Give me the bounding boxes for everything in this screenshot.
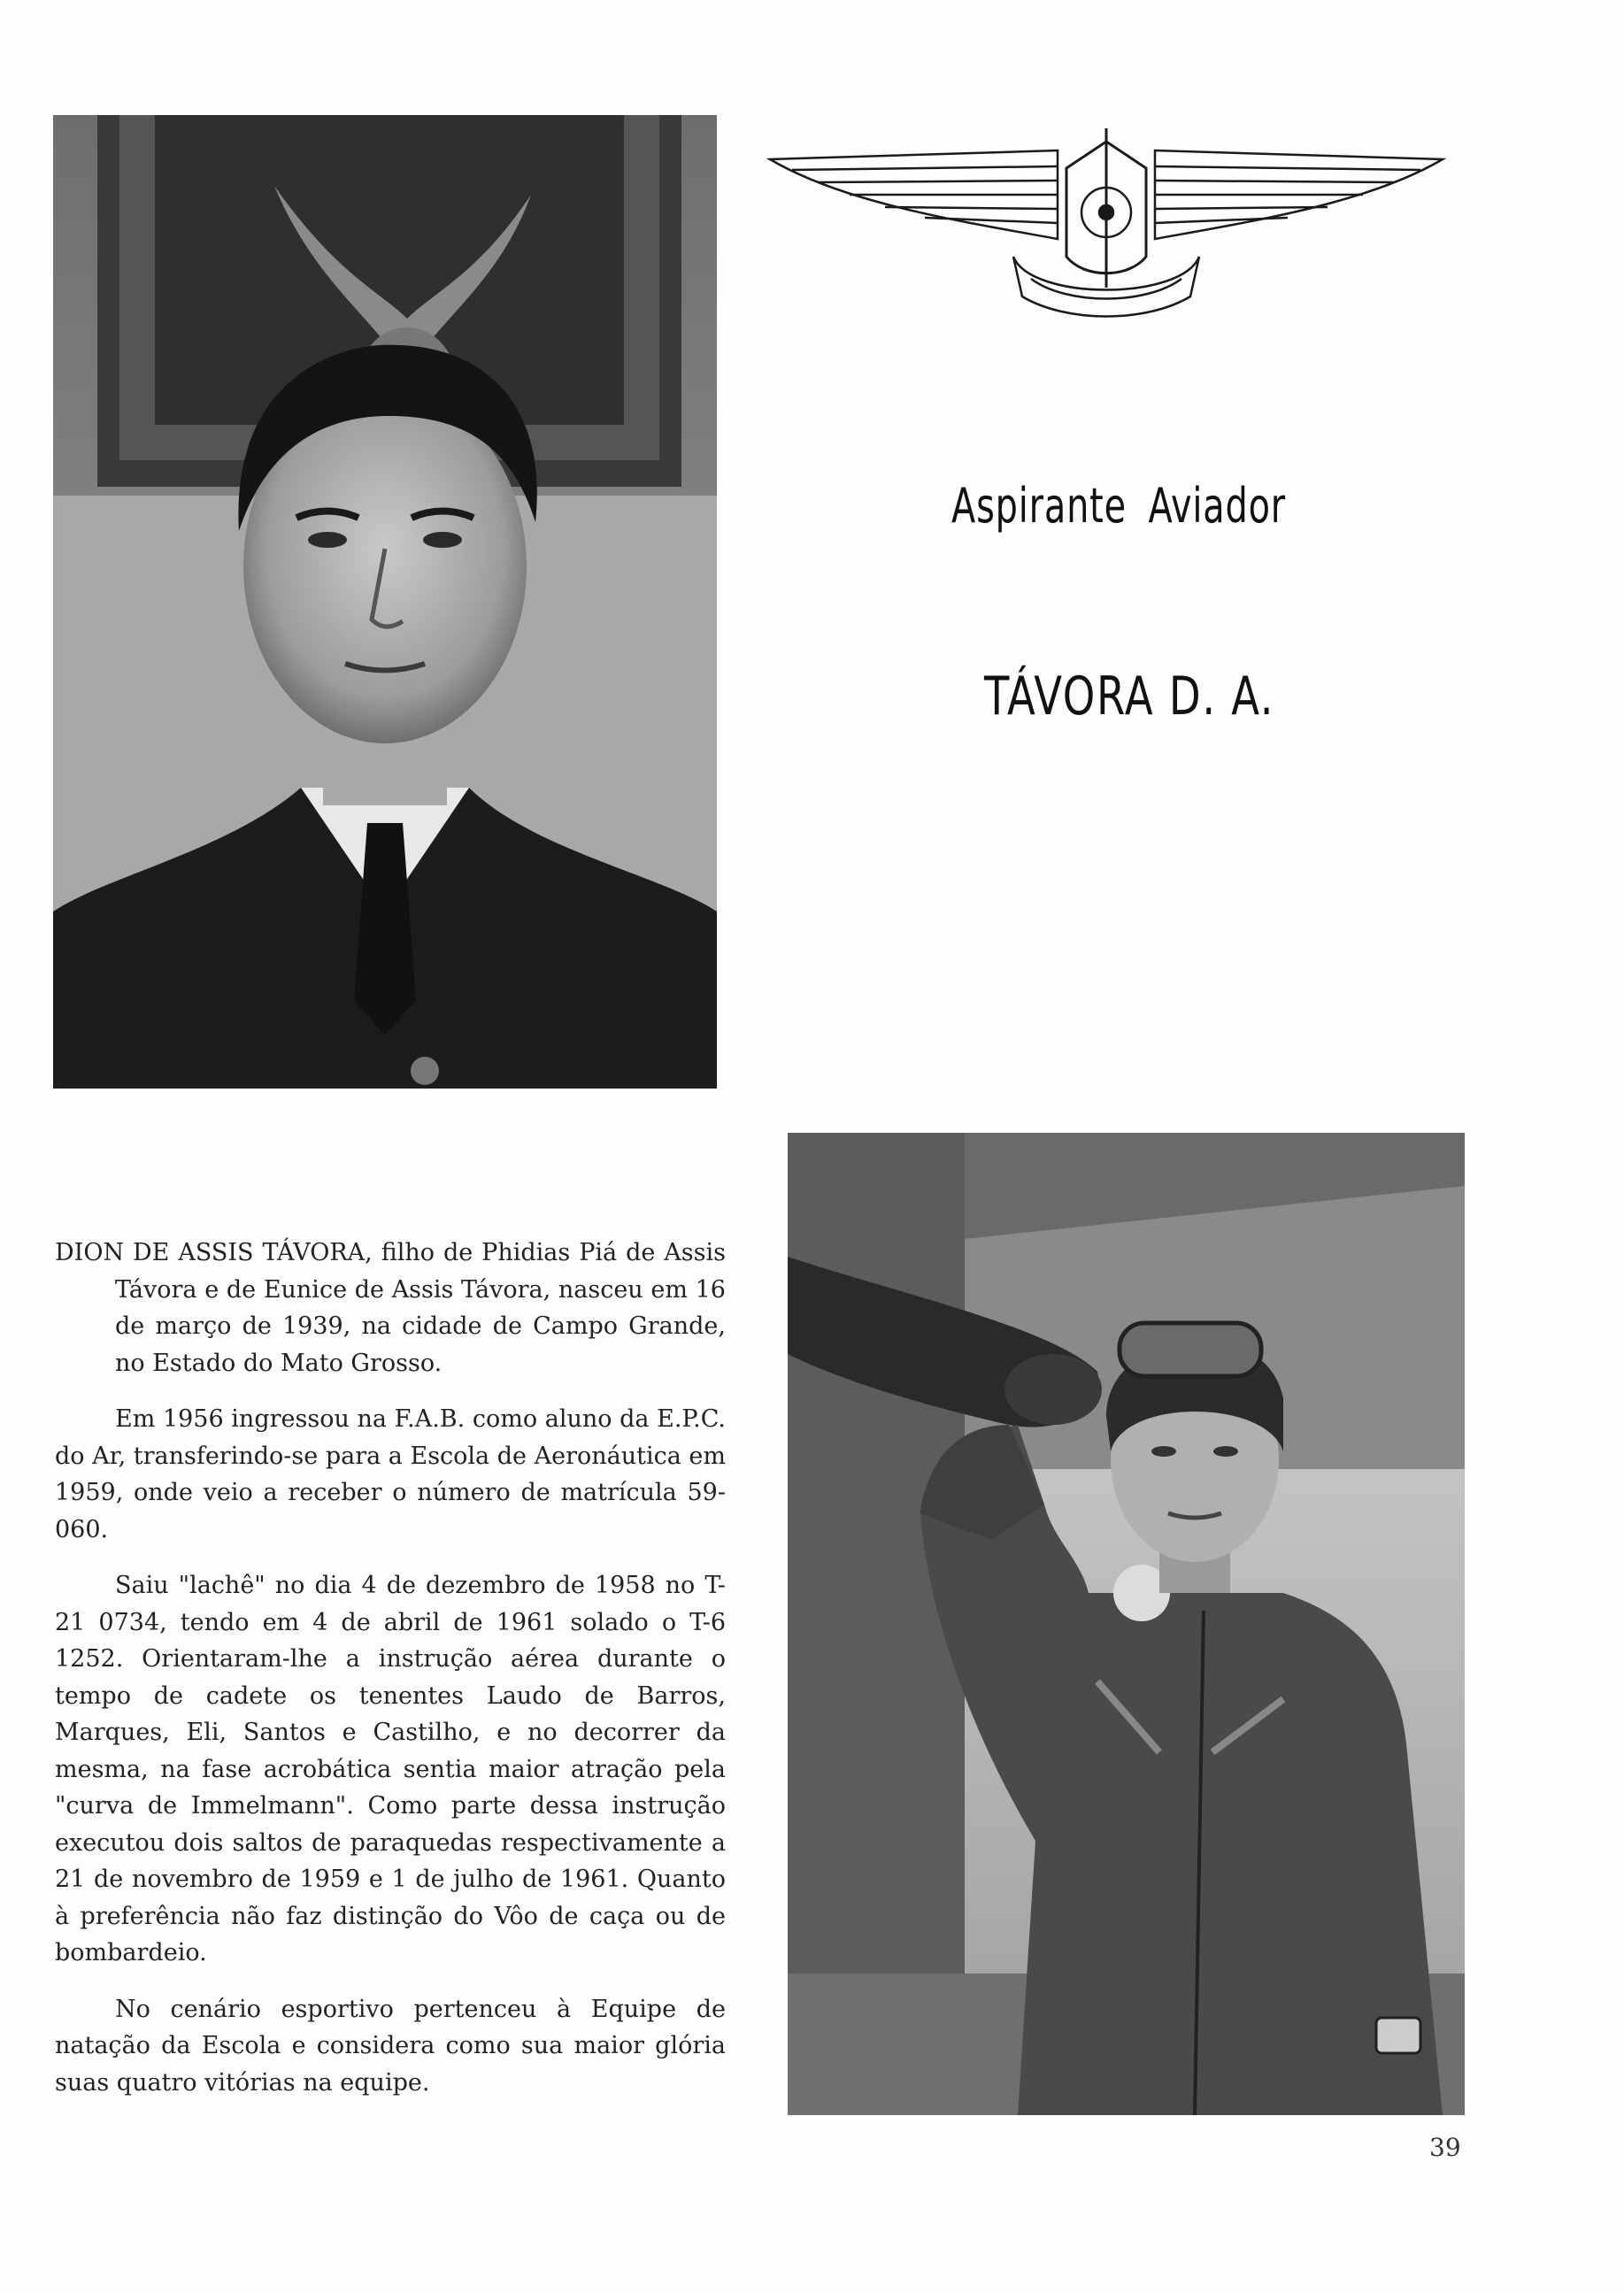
bio-paragraph-3: Saiu "lachê" no dia 4 de dezembro de 1958 no T-21 0734, tendo em 4 de abril de 1961 solado o T-6 1252. Orientaram-lhe a instrução aérea durante o tempo de cadete os tenentes Laudo de Barros, Marques, Eli, Santos e Castilho, e no decorrer da mesma, na fase acrobática sentia maior atração pela "curva de Immelmann". Como parte dessa instrução executou dois saltos de paraquedas respectivamente a 21 de novembro de 1959 e 1 de julho de 1961. Quanto à preferência não faz distinção do Vôo de caça ou de bombardeio.: [55, 1572, 726, 1966]
rank-title: [951, 478, 1286, 534]
rank-word-1: Aspirante: [951, 478, 1127, 534]
air-force-wings-insignia: [766, 124, 1447, 336]
pilot-with-propeller-photo: [788, 1133, 1465, 2115]
biography-text: [55, 1235, 726, 2120]
portrait-photo: [53, 115, 717, 1089]
wings-icon: [766, 124, 1447, 336]
pilot-photo-drawing: [788, 1133, 1465, 2115]
rank-word-2: Aviador: [1148, 478, 1286, 534]
bio-paragraph-1: DION DE ASSIS TÁVORA, filho de Phidias Piá de Assis Távora e de Eunice de Assis Távora, nasceu em 16 de março de 1939, na cidade de Campo Grande, no Estado do Mato Grosso.: [55, 1239, 726, 1377]
portrait-photo-drawing: [53, 115, 717, 1089]
page-number: 39: [1429, 2133, 1461, 2162]
bio-paragraph-2: Em 1956 ingressou na F.A.B. como aluno da E.P.C. do Ar, transferindo-se para a Escola de Aeronáutica em 1959, onde veio a receber o número de matrícula 59-060.: [55, 1405, 726, 1543]
cadet-name: TÁVORA D. A.: [984, 666, 1275, 727]
bio-paragraph-4: No cenário esportivo pertenceu à Equipe de natação da Escola e considera como sua maior glória suas quatro vitórias na equipe.: [55, 1995, 726, 2097]
